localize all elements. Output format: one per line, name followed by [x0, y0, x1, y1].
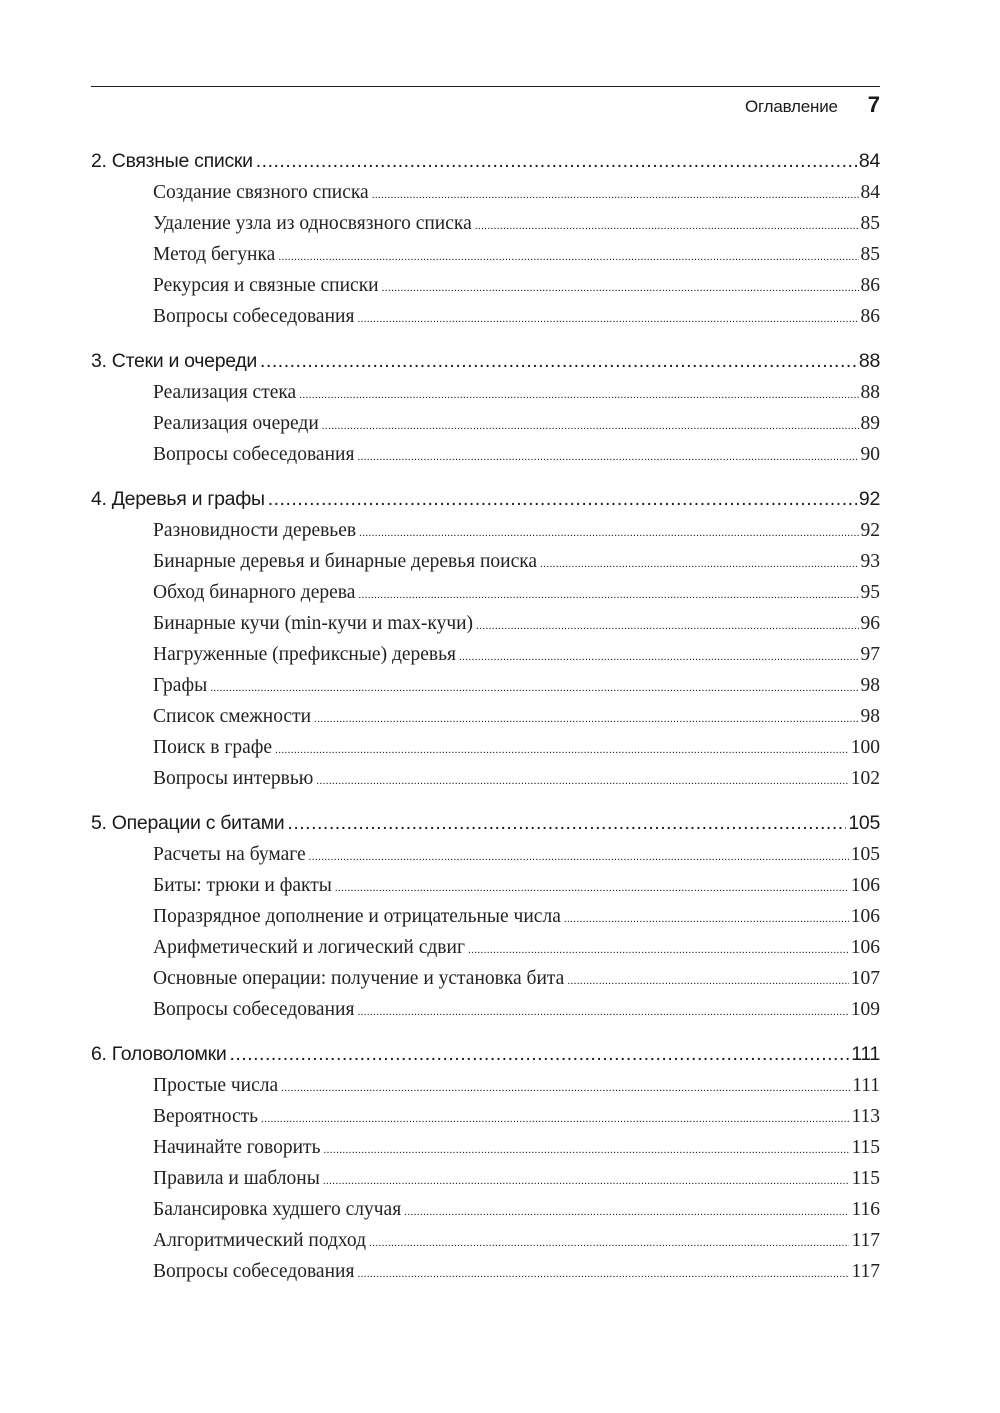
toc-section-page: 113	[851, 1106, 880, 1127]
toc-chapter-title: 2. Связные списки	[91, 150, 253, 172]
header-rule	[91, 86, 880, 87]
toc-dot-leader	[459, 642, 859, 673]
toc-section-entry[interactable]	[91, 994, 880, 1025]
toc-section-entry[interactable]	[91, 763, 880, 794]
toc-section-page: 85	[860, 244, 880, 265]
toc-section-page: 86	[860, 306, 880, 327]
toc-section-page: 102	[850, 768, 880, 789]
toc-dot-leader	[278, 242, 858, 273]
page-number: 7	[867, 92, 880, 117]
toc-section-page: 96	[860, 613, 880, 634]
toc-section-entry[interactable]	[91, 1070, 880, 1101]
toc-section-title: Список смежности	[153, 706, 312, 727]
toc-section-page: 86	[860, 275, 880, 296]
toc-dot-leader	[309, 842, 849, 873]
toc-section-title: Реализация очереди	[153, 413, 319, 434]
toc-section-page: 88	[860, 382, 880, 403]
toc-section-page: 95	[860, 582, 880, 603]
toc-chapter-title: 5. Операции с битами	[91, 812, 285, 834]
toc-section-entry[interactable]	[91, 270, 880, 301]
toc-section-entry[interactable]	[91, 1101, 880, 1132]
toc-section-title: Вопросы интервью	[153, 768, 314, 789]
toc-section-entry[interactable]	[91, 301, 880, 332]
toc-section-entry[interactable]	[91, 239, 880, 270]
toc-section-entry[interactable]	[91, 901, 880, 932]
toc-section-page: 105	[850, 844, 880, 865]
toc-section-entry[interactable]	[91, 670, 880, 701]
toc-section-page: 115	[851, 1168, 880, 1189]
toc-dot-leader	[229, 1038, 849, 1070]
toc-dot-leader	[314, 704, 858, 735]
toc-section-entry[interactable]	[91, 377, 880, 408]
toc-section-title: Арифметический и логический сдвиг	[153, 937, 465, 958]
toc-section-entry[interactable]	[91, 408, 880, 439]
toc-section-title: Поиск в графе	[153, 737, 273, 758]
toc-chapter-title: 3. Стеки и очереди	[91, 350, 258, 372]
toc-section-entry[interactable]	[91, 701, 880, 732]
toc-chapter	[91, 1038, 880, 1287]
toc-dot-leader	[323, 1135, 849, 1166]
toc-section-entry[interactable]	[91, 1163, 880, 1194]
toc-dot-leader	[268, 483, 857, 515]
toc-dot-leader	[540, 549, 858, 580]
toc-section-entry[interactable]	[91, 732, 880, 763]
toc-section-page: 117	[851, 1230, 880, 1251]
toc-section-entry[interactable]	[91, 839, 880, 870]
toc-section-title: Вопросы собеседования	[153, 444, 355, 465]
toc-chapter-entry[interactable]	[91, 807, 880, 839]
toc-section-title: Реализация стека	[153, 382, 297, 403]
toc-section-title: Простые числа	[153, 1075, 279, 1096]
toc-section-entry[interactable]	[91, 1132, 880, 1163]
toc-dot-leader	[335, 873, 849, 904]
toc-section-page: 100	[850, 737, 880, 758]
toc-section-entry[interactable]	[91, 608, 880, 639]
toc-chapter	[91, 345, 880, 470]
toc-dot-leader	[287, 807, 846, 839]
toc-section-page: 89	[860, 413, 880, 434]
toc-section-entry[interactable]	[91, 1225, 880, 1256]
toc-section-title: Разновидности деревьев	[153, 520, 357, 541]
toc-section-entry[interactable]	[91, 515, 880, 546]
toc-section-title: Бинарные деревья и бинарные деревья поиска	[153, 551, 538, 572]
toc-section-entry[interactable]	[91, 870, 880, 901]
toc-section-title: Вопросы собеседования	[153, 306, 355, 327]
toc-dot-leader	[256, 145, 857, 177]
toc-dot-leader	[475, 211, 859, 242]
toc-chapter-page: 111	[851, 1043, 880, 1065]
toc-section-title: Удаление узла из односвязного списка	[153, 213, 472, 234]
toc-dot-leader	[404, 1197, 849, 1228]
toc-dot-leader	[372, 180, 859, 211]
toc-section-page: 116	[851, 1199, 880, 1220]
toc-dot-leader	[316, 766, 848, 797]
toc-section-entry[interactable]	[91, 177, 880, 208]
toc-dot-leader	[261, 1104, 849, 1135]
toc-dot-leader	[358, 580, 858, 611]
toc-section-title: Бинарные кучи (min-кучи и max-кучи)	[153, 613, 474, 634]
toc-dot-leader	[323, 1166, 850, 1197]
toc-dot-leader	[468, 935, 849, 966]
toc-section-title: Нагруженные (префиксные) деревья	[153, 644, 456, 665]
toc-section-entry[interactable]	[91, 1256, 880, 1287]
toc-chapter-entry[interactable]	[91, 345, 880, 377]
toc-section-entry[interactable]	[91, 963, 880, 994]
toc-section-title: Создание связного списка	[153, 182, 369, 203]
toc-section-page: 92	[860, 520, 880, 541]
toc-dot-leader	[281, 1073, 850, 1104]
toc-chapter-page: 92	[858, 488, 880, 510]
toc-dot-leader	[357, 442, 858, 473]
toc-section-page: 107	[850, 968, 880, 989]
toc-section-page: 106	[850, 937, 880, 958]
toc-section-page: 111	[852, 1075, 880, 1096]
toc-section-title: Вопросы собеседования	[153, 999, 355, 1020]
toc-section-page: 109	[850, 999, 880, 1020]
toc-section-entry[interactable]	[91, 546, 880, 577]
toc-section-title: Рекурсия и связные списки	[153, 275, 379, 296]
toc-section-title: Поразрядное дополнение и отрицательные числа	[153, 906, 561, 927]
toc-section-title: Биты: трюки и факты	[153, 875, 332, 896]
toc-chapter	[91, 483, 880, 794]
toc-dot-leader	[210, 673, 858, 704]
toc-section-entry[interactable]	[91, 1194, 880, 1225]
running-header	[91, 92, 880, 122]
toc-section-entry[interactable]	[91, 639, 880, 670]
toc-section-page: 93	[860, 551, 880, 572]
toc-dot-leader	[357, 1259, 849, 1290]
toc-section-title: Вопросы собеседования	[153, 1261, 355, 1282]
toc-chapter	[91, 145, 880, 332]
toc-chapter-page: 105	[848, 812, 880, 834]
toc-section-entry[interactable]	[91, 577, 880, 608]
toc-section-title: Графы	[153, 675, 208, 696]
toc-section-page: 90	[860, 444, 880, 465]
toc-section-title: Алгоритмический подход	[153, 1230, 367, 1251]
toc-section-page: 106	[850, 875, 880, 896]
toc-section-entry[interactable]	[91, 932, 880, 963]
toc-section-title: Основные операции: получение и установка бита	[153, 968, 565, 989]
toc-section-page: 106	[850, 906, 880, 927]
toc-dot-leader	[299, 380, 858, 411]
toc-chapter-page: 84	[858, 150, 880, 172]
toc-section-title: Метод бегунка	[153, 244, 276, 265]
toc-dot-leader	[564, 904, 849, 935]
toc-dot-leader	[476, 611, 858, 642]
toc-section-title: Начинайте говорить	[153, 1137, 321, 1158]
toc-section-title: Балансировка худшего случая	[153, 1199, 402, 1220]
toc-section-page: 117	[851, 1261, 880, 1282]
toc-chapter-entry[interactable]	[91, 145, 880, 177]
toc-dot-leader	[357, 304, 858, 335]
toc-section-page: 98	[860, 706, 880, 727]
toc-section-page: 85	[860, 213, 880, 234]
toc-dot-leader	[275, 735, 849, 766]
toc-dot-leader	[382, 273, 859, 304]
toc-section-title: Расчеты на бумаге	[153, 844, 306, 865]
toc-section-page: 115	[851, 1137, 880, 1158]
toc-chapter-title: 4. Деревья и графы	[91, 488, 265, 510]
toc-dot-leader	[322, 411, 859, 442]
toc-section-page: 84	[860, 182, 880, 203]
toc-dot-leader	[567, 966, 848, 997]
toc-section-title: Вероятность	[153, 1106, 259, 1127]
toc-chapter-entry[interactable]	[91, 483, 880, 515]
toc-section-entry[interactable]	[91, 208, 880, 239]
toc-chapter-title: 6. Головоломки	[91, 1043, 227, 1065]
toc-section-title: Правила и шаблоны	[153, 1168, 320, 1189]
toc-dot-leader	[260, 345, 857, 377]
toc-dot-leader	[357, 997, 848, 1028]
toc-chapter	[91, 807, 880, 1025]
toc-section-page: 97	[860, 644, 880, 665]
toc-chapter-page: 88	[858, 350, 880, 372]
toc-chapter-entry[interactable]	[91, 1038, 880, 1070]
toc-dot-leader	[369, 1228, 849, 1259]
running-header-section: Оглавление	[744, 97, 838, 116]
table-of-contents	[91, 145, 880, 1300]
toc-section-entry[interactable]	[91, 439, 880, 470]
toc-dot-leader	[359, 518, 858, 549]
toc-section-page: 98	[860, 675, 880, 696]
toc-section-title: Обход бинарного дерева	[153, 582, 356, 603]
